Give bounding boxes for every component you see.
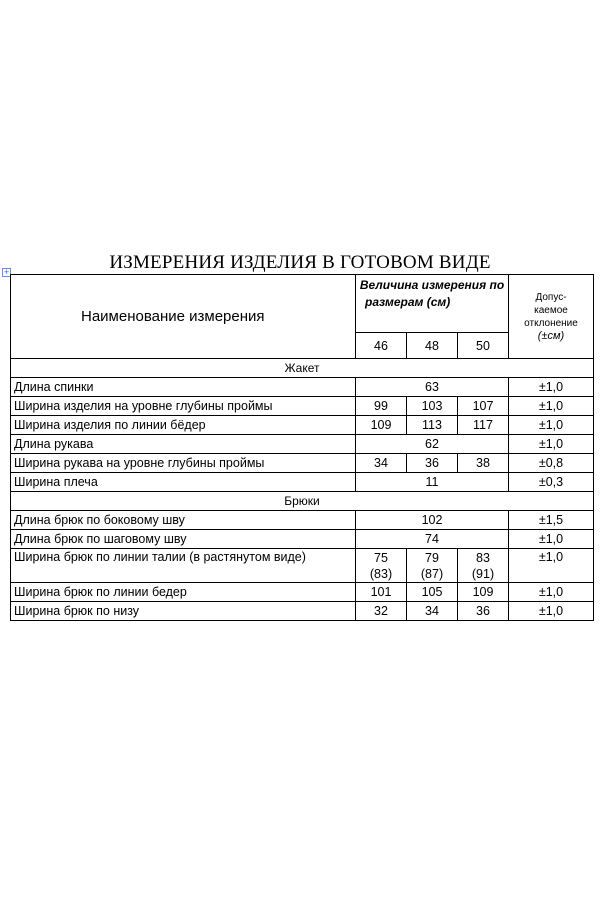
row-value-50: 117 xyxy=(458,416,509,435)
table-row xyxy=(11,530,594,549)
header-size-line1: Величина измерения по xyxy=(359,278,505,292)
table-move-handle-icon[interactable]: + xyxy=(3,268,10,276)
row-value-46: 101 xyxy=(356,583,407,602)
row-tolerance: ±0,8 xyxy=(509,454,594,473)
row-tolerance: ±1,0 xyxy=(509,435,594,454)
row-value-48: 34 xyxy=(407,602,458,621)
row-tolerance: ±1,0 xyxy=(509,530,594,549)
header-tol-line4: (±см) xyxy=(537,329,565,342)
row-name: Ширина брюк по низу xyxy=(11,602,356,621)
value-main: 75 xyxy=(374,550,388,565)
row-name: Ширина брюк по линии бедер xyxy=(11,583,356,602)
row-value: 11 xyxy=(356,473,509,492)
value-main: 83 xyxy=(476,550,490,565)
row-name: Ширина плеча xyxy=(11,473,356,492)
row-name: Ширина рукава на уровне глубины проймы xyxy=(11,454,356,473)
section-jacket: Жакет xyxy=(11,359,594,378)
header-tol-line3: отклонение xyxy=(524,317,578,329)
size-48: 48 xyxy=(407,333,458,359)
row-value-48 xyxy=(407,549,458,583)
value-stretched: (87) xyxy=(420,566,444,581)
header-tol-line1: Допус- xyxy=(535,291,567,303)
row-tolerance: ±1,0 xyxy=(509,583,594,602)
row-value: 102 xyxy=(356,511,509,530)
header-tolerance xyxy=(509,275,594,359)
row-name: Длина брюк по шаговому шву xyxy=(11,530,356,549)
size-46: 46 xyxy=(356,333,407,359)
row-value-46: 109 xyxy=(356,416,407,435)
header-size-line2: размерам (см) xyxy=(365,295,451,309)
size-50: 50 xyxy=(458,333,509,359)
table-row xyxy=(11,378,594,397)
table-row xyxy=(11,397,594,416)
table-row xyxy=(11,416,594,435)
row-value-48: 113 xyxy=(407,416,458,435)
row-value-46: 32 xyxy=(356,602,407,621)
row-value-48: 105 xyxy=(407,583,458,602)
row-name: Длина брюк по боковому шву xyxy=(11,511,356,530)
value-main: 79 xyxy=(425,550,439,565)
measurements-table xyxy=(10,274,594,621)
row-value: 74 xyxy=(356,530,509,549)
row-name: Длина спинки xyxy=(11,378,356,397)
row-value: 62 xyxy=(356,435,509,454)
value-stretched: (83) xyxy=(369,566,393,581)
row-tolerance: ±1,0 xyxy=(509,549,594,583)
header-size xyxy=(356,275,509,333)
page-title: ИЗМЕРЕНИЯ ИЗДЕЛИЯ В ГОТОВОМ ВИДЕ xyxy=(109,252,491,273)
row-tolerance: ±1,0 xyxy=(509,602,594,621)
row-value-50: 38 xyxy=(458,454,509,473)
header-tol-line2: каемое xyxy=(534,304,568,316)
row-value-50: 36 xyxy=(458,602,509,621)
row-value: 63 xyxy=(356,378,509,397)
table-row xyxy=(11,435,594,454)
section-pants: Брюки xyxy=(11,492,594,511)
row-tolerance: ±1,0 xyxy=(509,378,594,397)
row-value-50 xyxy=(458,549,509,583)
row-tolerance: ±1,0 xyxy=(509,416,594,435)
table-row xyxy=(11,454,594,473)
row-value-50: 107 xyxy=(458,397,509,416)
row-tolerance: ±0,3 xyxy=(509,473,594,492)
table-row xyxy=(11,549,594,583)
row-tolerance: ±1,5 xyxy=(509,511,594,530)
value-stretched: (91) xyxy=(471,566,495,581)
row-value-48: 103 xyxy=(407,397,458,416)
row-value-46 xyxy=(356,549,407,583)
row-name: Ширина изделия по линии бёдер xyxy=(11,416,356,435)
table-row xyxy=(11,602,594,621)
header-name: Наименование измерения xyxy=(11,275,356,359)
row-tolerance: ±1,0 xyxy=(509,397,594,416)
table-row xyxy=(11,583,594,602)
row-name: Длина рукава xyxy=(11,435,356,454)
table-row xyxy=(11,511,594,530)
row-name: Ширина брюк по линии талии (в растянутом виде) xyxy=(11,549,356,583)
row-value-50: 109 xyxy=(458,583,509,602)
row-value-48: 36 xyxy=(407,454,458,473)
row-name: Ширина изделия на уровне глубины проймы xyxy=(11,397,356,416)
row-value-46: 34 xyxy=(356,454,407,473)
table-row xyxy=(11,473,594,492)
row-value-46: 99 xyxy=(356,397,407,416)
